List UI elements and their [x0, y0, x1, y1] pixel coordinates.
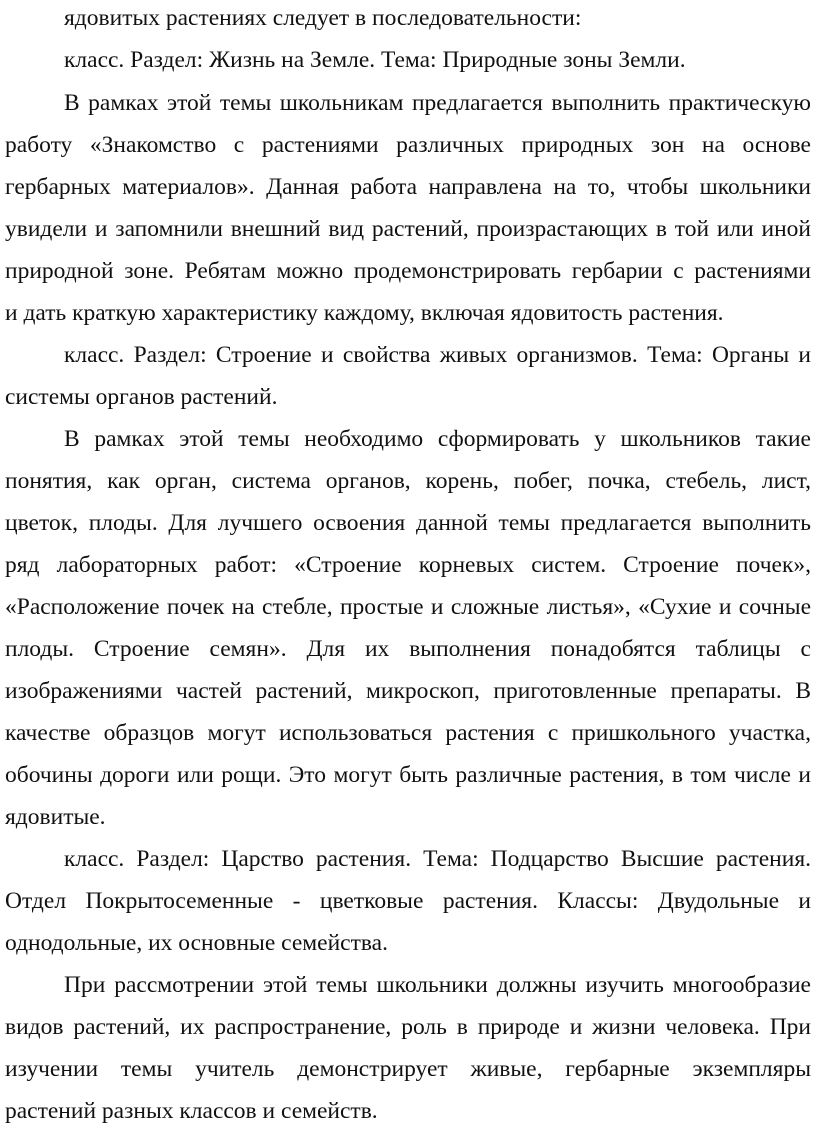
text-line: растений разных классов и семейств.	[5, 1098, 378, 1124]
text-line: понятия, как орган, система органов, корень, побег, почка, стебель, лист,	[5, 468, 811, 494]
text-line: ядовитых растениях следует в последовательности:	[64, 5, 582, 31]
text-line: изображениями частей растений, микроскоп, приготовленные препараты. В	[5, 678, 811, 704]
text-line: класс. Раздел: Жизнь на Земле. Тема: Природные зоны Земли.	[64, 47, 686, 73]
text-line: увидели и запомнили внешний вид растений, произрастающих в той или иной	[5, 216, 811, 242]
text-line: и дать краткую характеристику каждому, включая ядовитость растения.	[5, 300, 724, 326]
text-line: работу «Знакомство с растениями различных природных зон на основе	[5, 132, 811, 158]
text-line: Отдел Покрытосеменные - цветковые растения. Классы: Двудольные и	[5, 888, 811, 914]
text-line: класс. Раздел: Строение и свойства живых организмов. Тема: Органы и	[64, 342, 811, 368]
text-line: системы органов растений.	[5, 384, 278, 410]
text-line: При рассмотрении этой темы школьники должны изучить многообразие	[64, 972, 811, 998]
text-line: В рамках этой темы необходимо сформировать у школьников такие	[64, 426, 811, 452]
text-line: однодольные, их основные семейства.	[5, 930, 388, 956]
text-line: «Расположение почек на стебле, простые и сложные листья», «Сухие и сочные	[5, 594, 811, 620]
text-line: обочины дороги или рощи. Это могут быть различные растения, в том числе и	[5, 762, 811, 788]
text-line: видов растений, их распространение, роль в природе и жизни человека. При	[5, 1014, 811, 1040]
text-line: плоды. Строение семян». Для их выполнения понадобятся таблицы с	[5, 636, 811, 662]
text-line: гербарных материалов». Данная работа направлена на то, чтобы школьники	[5, 174, 811, 200]
text-line: ряд лабораторных работ: «Строение корневых систем. Строение почек»,	[5, 552, 811, 578]
text-line: цветок, плоды. Для лучшего освоения данной темы предлагается выполнить	[5, 510, 811, 536]
text-line: В рамках этой темы школьникам предлагается выполнить практическую	[64, 90, 811, 116]
text-line: ядовитые.	[5, 804, 106, 830]
text-line: класс. Раздел: Царство растения. Тема: Подцарство Высшие растения.	[64, 846, 811, 872]
text-line: изучении темы учитель демонстрирует живые, гербарные экземпляры	[5, 1056, 811, 1082]
text-line: качестве образцов могут использоваться растения с пришкольного участка,	[5, 720, 811, 746]
text-line: природной зоне. Ребятам можно продемонстрировать гербарии с растениями	[5, 258, 811, 284]
